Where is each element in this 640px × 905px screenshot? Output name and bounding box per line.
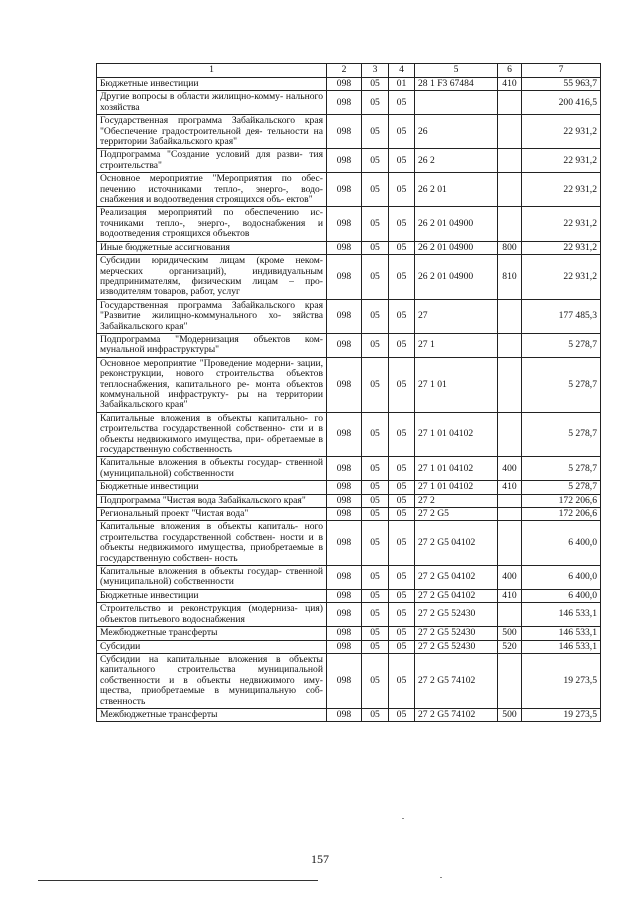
amount-cell: 6 400,0 (522, 521, 601, 566)
row-name-cell: Субсидии на капитальные вложения в объекты капитального строительства муниципальной собственности и в объекты недвижимого иму- щества, приобретаемые в муниципальную соб- ственность (97, 653, 327, 708)
section-code-cell: 05 (362, 115, 389, 149)
section-code-cell: 05 (362, 566, 389, 590)
amount-cell: 19 273,5 (522, 653, 601, 708)
expense-type-cell: 410 (498, 78, 522, 91)
table-row (97, 299, 601, 333)
ministry-code-cell: 098 (327, 603, 362, 627)
amount-cell: 22 931,2 (522, 241, 601, 254)
subsection-code-cell: 05 (389, 333, 415, 357)
target-article-cell: 27 2 G5 52430 (415, 603, 498, 627)
ministry-code-cell: 098 (327, 299, 362, 333)
amount-cell: 22 931,2 (522, 115, 601, 149)
target-article-cell: 27 1 01 (415, 357, 498, 412)
table-row (97, 508, 601, 521)
header-cell: 5 (415, 64, 498, 78)
table-row (97, 457, 601, 481)
section-code-cell: 05 (362, 521, 389, 566)
subsection-code-cell: 05 (389, 255, 415, 300)
amount-cell: 22 931,2 (522, 255, 601, 300)
expense-type-cell: 520 (498, 640, 522, 653)
expense-type-cell: 400 (498, 566, 522, 590)
ministry-code-cell: 098 (327, 173, 362, 207)
row-name-cell: Межбюджетные трансферты (97, 708, 327, 721)
table-row (97, 589, 601, 602)
section-code-cell: 05 (362, 149, 389, 173)
table-row (97, 173, 601, 207)
table-row (97, 603, 601, 627)
expense-type-cell (498, 149, 522, 173)
row-name-cell: Субсидии (97, 640, 327, 653)
amount-cell: 22 931,2 (522, 149, 601, 173)
section-code-cell: 05 (362, 241, 389, 254)
target-article-cell: 27 2 G5 74102 (415, 653, 498, 708)
ministry-code-cell: 098 (327, 521, 362, 566)
header-cell: 1 (97, 64, 327, 78)
section-code-cell: 05 (362, 173, 389, 207)
table-row (97, 521, 601, 566)
subsection-code-cell: 05 (389, 207, 415, 241)
row-name-cell: Подпрограмма "Создание условий для разви- тия строительства" (97, 149, 327, 173)
ministry-code-cell: 098 (327, 494, 362, 507)
table-row (97, 481, 601, 494)
section-code-cell: 05 (362, 603, 389, 627)
section-code-cell: 05 (362, 299, 389, 333)
subsection-code-cell: 05 (389, 241, 415, 254)
section-code-cell: 05 (362, 333, 389, 357)
row-name-cell: Иные бюджетные ассигнования (97, 241, 327, 254)
section-code-cell: 05 (362, 255, 389, 300)
section-code-cell: 05 (362, 91, 389, 115)
ministry-code-cell: 098 (327, 255, 362, 300)
subsection-code-cell: 05 (389, 457, 415, 481)
budget-table (96, 63, 601, 722)
ministry-code-cell: 098 (327, 508, 362, 521)
ministry-code-cell: 098 (327, 627, 362, 640)
amount-cell: 200 416,5 (522, 91, 601, 115)
expense-type-cell: 500 (498, 627, 522, 640)
amount-cell: 172 206,6 (522, 494, 601, 507)
row-name-cell: Другие вопросы в области жилищно-комму- нального хозяйства (97, 91, 327, 115)
amount-cell: 22 931,2 (522, 207, 601, 241)
amount-cell: 22 931,2 (522, 173, 601, 207)
target-article-cell: 27 2 G5 04102 (415, 521, 498, 566)
expense-type-cell (498, 333, 522, 357)
expense-type-cell (498, 207, 522, 241)
amount-cell: 146 533,1 (522, 640, 601, 653)
amount-cell: 55 963,7 (522, 78, 601, 91)
subsection-code-cell: 05 (389, 494, 415, 507)
row-name-cell: Бюджетные инвестиции (97, 78, 327, 91)
amount-cell: 19 273,5 (522, 708, 601, 721)
row-name-cell: Бюджетные инвестиции (97, 589, 327, 602)
section-code-cell: 05 (362, 640, 389, 653)
target-article-cell: 26 2 01 04900 (415, 255, 498, 300)
header-cell: 6 (498, 64, 522, 78)
target-article-cell: 27 1 01 04102 (415, 457, 498, 481)
amount-cell: 5 278,7 (522, 357, 601, 412)
budget-table-area (96, 63, 600, 722)
expense-type-cell (498, 173, 522, 207)
subsection-code-cell: 05 (389, 91, 415, 115)
target-article-cell: 26 2 01 04900 (415, 241, 498, 254)
ministry-code-cell: 098 (327, 653, 362, 708)
row-name-cell: Подпрограмма "Чистая вода Забайкальского края" (97, 494, 327, 507)
section-code-cell: 05 (362, 708, 389, 721)
amount-cell: 5 278,7 (522, 333, 601, 357)
ministry-code-cell: 098 (327, 412, 362, 457)
table-row (97, 357, 601, 412)
amount-cell: 146 533,1 (522, 603, 601, 627)
row-name-cell: Капитальные вложения в объекты государ- ственной (муниципальной) собственности (97, 457, 327, 481)
expense-type-cell (498, 603, 522, 627)
expense-type-cell: 410 (498, 589, 522, 602)
scan-speck (402, 818, 404, 819)
table-row (97, 494, 601, 507)
expense-type-cell (498, 115, 522, 149)
row-name-cell: Реализация мероприятий по обеспечению ис- точниками тепло-, энерго-, водоснабжения и водоотведения строящихся объектов (97, 207, 327, 241)
header-cell: 4 (389, 64, 415, 78)
table-row (97, 149, 601, 173)
table-row (97, 241, 601, 254)
expense-type-cell (498, 299, 522, 333)
amount-cell: 146 533,1 (522, 627, 601, 640)
subsection-code-cell: 05 (389, 653, 415, 708)
target-article-cell: 27 2 G5 (415, 508, 498, 521)
section-code-cell: 05 (362, 627, 389, 640)
target-article-cell: 27 2 G5 52430 (415, 640, 498, 653)
section-code-cell: 05 (362, 494, 389, 507)
expense-type-cell (498, 653, 522, 708)
expense-type-cell: 810 (498, 255, 522, 300)
ministry-code-cell: 098 (327, 481, 362, 494)
section-code-cell: 05 (362, 457, 389, 481)
row-name-cell: Бюджетные инвестиции (97, 481, 327, 494)
subsection-code-cell: 05 (389, 627, 415, 640)
target-article-cell: 26 2 (415, 149, 498, 173)
ministry-code-cell: 098 (327, 149, 362, 173)
subsection-code-cell: 05 (389, 299, 415, 333)
ministry-code-cell: 098 (327, 589, 362, 602)
ministry-code-cell: 098 (327, 566, 362, 590)
row-name-cell: Основное мероприятие "Проведение модерни- зации, реконструкции, нового строительства объектов теплоснабжения, капитального ре- монта объектов коммунальной инфраструкту- ры на территории Забайкальского края" (97, 357, 327, 412)
subsection-code-cell: 05 (389, 357, 415, 412)
subsection-code-cell: 05 (389, 640, 415, 653)
ministry-code-cell: 098 (327, 457, 362, 481)
table-row (97, 708, 601, 721)
row-name-cell: Подпрограмма "Модернизация объектов ком- мунальной инфраструктуры" (97, 333, 327, 357)
ministry-code-cell: 098 (327, 207, 362, 241)
target-article-cell: 26 2 01 04900 (415, 207, 498, 241)
row-name-cell: Межбюджетные трансферты (97, 627, 327, 640)
ministry-code-cell: 098 (327, 91, 362, 115)
subsection-code-cell: 05 (389, 173, 415, 207)
table-row (97, 627, 601, 640)
expense-type-cell: 410 (498, 481, 522, 494)
header-cell: 3 (362, 64, 389, 78)
expense-type-cell (498, 521, 522, 566)
expense-type-cell (498, 494, 522, 507)
row-name-cell: Государственная программа Забайкальского края "Обеспечение градостроительной дея- тельности на территории Забайкальского края" (97, 115, 327, 149)
header-cell: 7 (522, 64, 601, 78)
expense-type-cell (498, 412, 522, 457)
subsection-code-cell: 05 (389, 566, 415, 590)
ministry-code-cell: 098 (327, 78, 362, 91)
target-article-cell: 26 (415, 115, 498, 149)
section-code-cell: 05 (362, 653, 389, 708)
section-code-cell: 05 (362, 508, 389, 521)
ministry-code-cell: 098 (327, 115, 362, 149)
subsection-code-cell: 05 (389, 481, 415, 494)
table-header-row (97, 64, 601, 78)
target-article-cell: 27 2 G5 74102 (415, 708, 498, 721)
expense-type-cell: 400 (498, 457, 522, 481)
row-name-cell: Государственная программа Забайкальского края "Развитие жилищно-коммунального хо- зяйства Забайкальского края" (97, 299, 327, 333)
row-name-cell: Капитальные вложения в объекты капитально- го строительства государственной собственно- сти и в объекты недвижимого имущества, при- обретаемые в государственную собственность (97, 412, 327, 457)
ministry-code-cell: 098 (327, 241, 362, 254)
amount-cell: 6 400,0 (522, 566, 601, 590)
table-row (97, 78, 601, 91)
table-row (97, 255, 601, 300)
row-name-cell: Региональный проект "Чистая вода" (97, 508, 327, 521)
table-row (97, 640, 601, 653)
expense-type-cell: 800 (498, 241, 522, 254)
footer-rule (38, 880, 318, 881)
target-article-cell: 27 2 G5 52430 (415, 627, 498, 640)
table-row (97, 207, 601, 241)
header-cell: 2 (327, 64, 362, 78)
ministry-code-cell: 098 (327, 640, 362, 653)
target-article-cell: 27 1 (415, 333, 498, 357)
row-name-cell: Капитальные вложения в объекты государ- ственной (муниципальной) собственности (97, 566, 327, 590)
table-row (97, 653, 601, 708)
subsection-code-cell: 05 (389, 149, 415, 173)
target-article-cell: 27 2 G5 04102 (415, 566, 498, 590)
table-row (97, 412, 601, 457)
subsection-code-cell: 05 (389, 508, 415, 521)
expense-type-cell (498, 357, 522, 412)
subsection-code-cell: 05 (389, 115, 415, 149)
target-article-cell: 26 2 01 (415, 173, 498, 207)
table-row (97, 333, 601, 357)
section-code-cell: 05 (362, 589, 389, 602)
amount-cell: 5 278,7 (522, 457, 601, 481)
table-row (97, 566, 601, 590)
target-article-cell: 28 1 F3 67484 (415, 78, 498, 91)
target-article-cell: 27 1 01 04102 (415, 481, 498, 494)
section-code-cell: 05 (362, 481, 389, 494)
subsection-code-cell: 05 (389, 521, 415, 566)
expense-type-cell (498, 91, 522, 115)
target-article-cell: 27 (415, 299, 498, 333)
amount-cell: 6 400,0 (522, 589, 601, 602)
amount-cell: 172 206,6 (522, 508, 601, 521)
amount-cell: 5 278,7 (522, 412, 601, 457)
subsection-code-cell: 05 (389, 412, 415, 457)
row-name-cell: Капитальные вложения в объекты капиталь- ного строительства государственной собствен- ности и в объекты недвижимого имущества, приобретаемые в государственную собствен- ность (97, 521, 327, 566)
ministry-code-cell: 098 (327, 357, 362, 412)
amount-cell: 5 278,7 (522, 481, 601, 494)
table-row (97, 91, 601, 115)
target-article-cell (415, 91, 498, 115)
subsection-code-cell: 01 (389, 78, 415, 91)
row-name-cell: Основное мероприятие "Мероприятия по обес- печению источниками тепло-, энерго-, водо- снабжения и водоотведения строящихся объ- ектов" (97, 173, 327, 207)
row-name-cell: Строительство и реконструкция (модерниза- ция) объектов питьевого водоснабжения (97, 603, 327, 627)
row-name-cell: Субсидии юридическим лицам (кроме неком- мерческих организаций), индивидуальным предпринимателям, физическим лицам – про- изводителям товаров, работ, услуг (97, 255, 327, 300)
target-article-cell: 27 2 (415, 494, 498, 507)
section-code-cell: 05 (362, 357, 389, 412)
section-code-cell: 05 (362, 412, 389, 457)
page-number: 157 (311, 852, 329, 866)
subsection-code-cell: 05 (389, 708, 415, 721)
subsection-code-cell: 05 (389, 589, 415, 602)
table-row (97, 115, 601, 149)
ministry-code-cell: 098 (327, 333, 362, 357)
expense-type-cell: 500 (498, 708, 522, 721)
section-code-cell: 05 (362, 78, 389, 91)
target-article-cell: 27 1 01 04102 (415, 412, 498, 457)
scan-speck (440, 877, 442, 878)
amount-cell: 177 485,3 (522, 299, 601, 333)
subsection-code-cell: 05 (389, 603, 415, 627)
ministry-code-cell: 098 (327, 708, 362, 721)
target-article-cell: 27 2 G5 04102 (415, 589, 498, 602)
section-code-cell: 05 (362, 207, 389, 241)
expense-type-cell (498, 508, 522, 521)
